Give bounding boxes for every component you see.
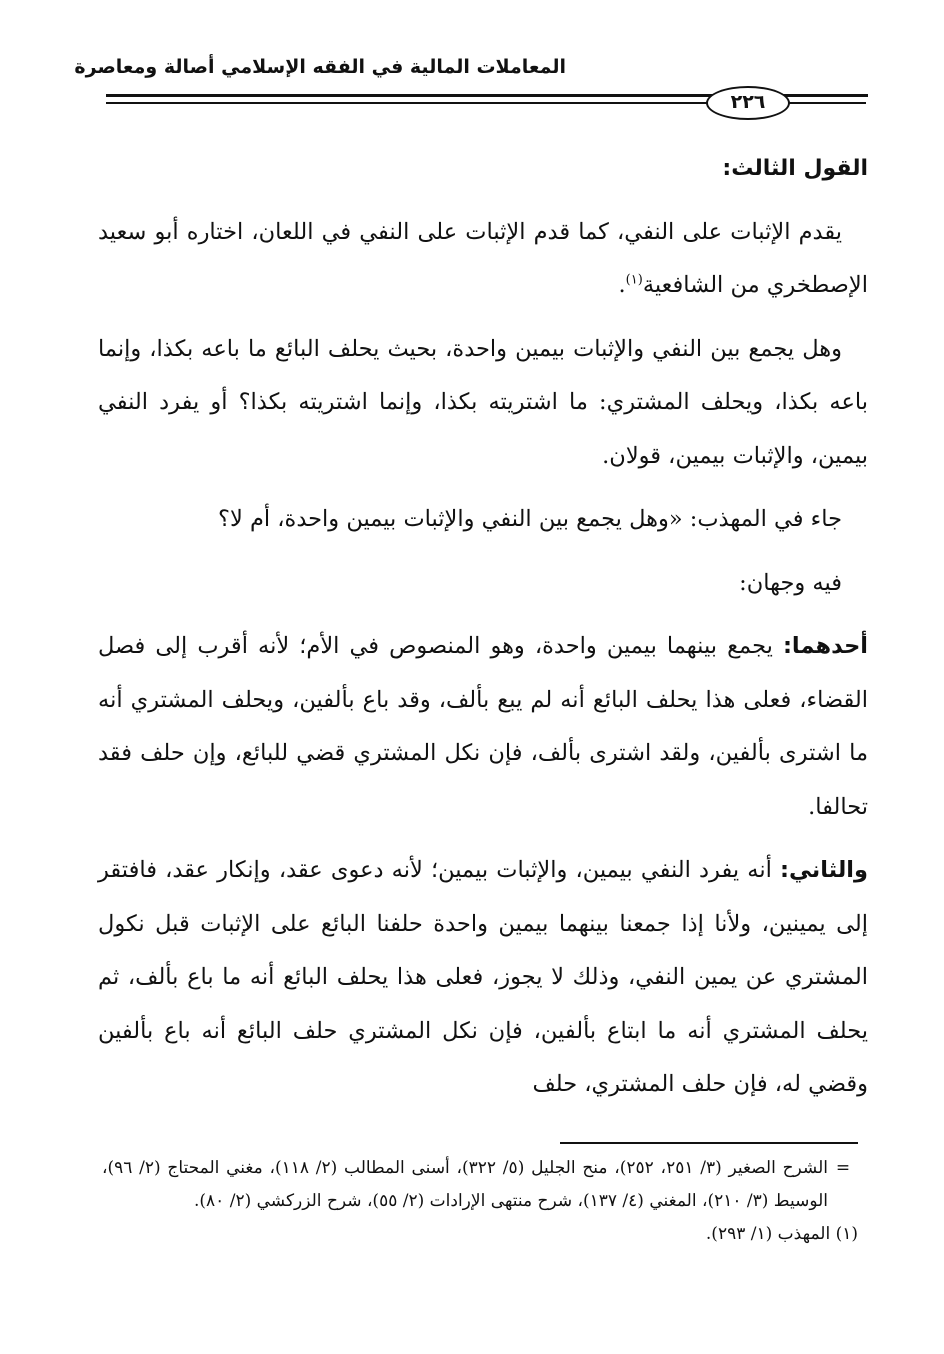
footnote-ref-1: (١) xyxy=(625,272,643,288)
first-view-text: يجمع بينهما بيمين واحدة، وهو المنصوص في الأم؛ لأنه أقرب إلى فصل القضاء، فعلى هذا يحلف البائع أنه لم يبع بألف، وقد باع بألفين، ويحلف المشتري أنه ما اشترى بألفين، ولقد اشترى بألف، فإن نكل المشتري قضي للبائع، وإن حلف فقد تحالفا. xyxy=(98,633,868,820)
paragraph-first-view xyxy=(98,620,868,834)
section-heading: القول الثالث: xyxy=(722,156,868,181)
paragraph-third-opinion xyxy=(98,206,868,313)
second-view-label: والثاني: xyxy=(780,857,868,883)
paragraph-end: . xyxy=(618,272,626,298)
second-view-text: أنه يفرد النفي بيمين، والإثبات بيمين؛ لأنه دعوى عقد، وإنكار عقد، فافتقر إلى يمينين، ولأنا إذا جمعنا بينهما بيمين واحدة حلفنا البائع على الإثبات قبل نكول المشتري عن يمين النفي، وذلك لا يجوز، فعلى هذا يحلف البائع أنه ما باع بألف، ثم يحلف المشتري أنه ما ابتاع بألفين، فإن نكل المشتري حلف البائع أنه باع بألفين وقضي له، فإن حلف المشتري، حلف xyxy=(98,857,868,1097)
paragraph-text: يقدم الإثبات على النفي، كما قدم الإثبات على النفي في اللعان، اختاره أبو سعيد الإصطخري من الشافعية xyxy=(98,218,868,298)
paragraph-second-view xyxy=(98,844,868,1112)
page-number: ٢٢٦ xyxy=(706,86,790,120)
paragraph-quote-intro: جاء في المهذب: «وهل يجمع بين النفي والإثبات بيمين واحدة، أم لا؟ xyxy=(218,506,842,532)
footnote-continuation xyxy=(102,1152,858,1218)
footnote-1-text: المهذب (١/ ٢٩٣). xyxy=(705,1224,831,1244)
continuation-marker: = xyxy=(835,1158,851,1178)
first-view-label: أحدهما: xyxy=(782,633,868,659)
running-title: المعاملات المالية في الفقه الإسلامي أصالة ومعاصرة xyxy=(74,56,566,78)
footnote-1-marker: (١) xyxy=(835,1224,858,1244)
footnote-separator xyxy=(560,1142,858,1144)
main-text xyxy=(98,142,868,1122)
paragraph-two-views: فيه وجهان: xyxy=(739,569,842,596)
footnotes xyxy=(102,1152,858,1251)
footnote-1 xyxy=(102,1218,858,1251)
paragraph-question: وهل يجمع بين النفي والإثبات بيمين واحدة، بحيث يحلف البائع ما باعه بكذا، وإنما باعه بكذا، ويحلف المشتري: ما اشتريته بكذا، وإنما اشتريته بكذا؟ أو يفرد النفي بيمين، والإثبات بيمين، قولان. xyxy=(98,335,868,469)
footnote-continuation-text: الشرح الصغير (٣/ ٢٥١، ٢٥٢)، منح الجليل (٥/ ٣٢٢)، أسنى المطالب (٢/ ١١٨)، مغني المحتاج (٢/ ٩٦)، الوسيط (٣/ ٢١٠)، المغني (٤/ ١٣٧)، شرح منتهى الإرادات (٢/ ٥٥)، شرح الزركشي (٢/ ٨٠). xyxy=(102,1158,829,1211)
